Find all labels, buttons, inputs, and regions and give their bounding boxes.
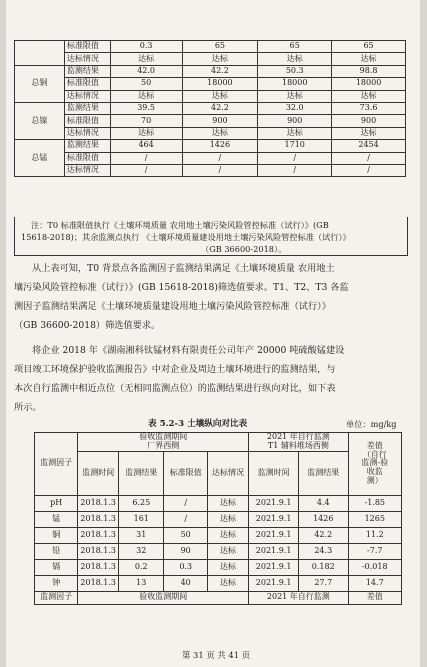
table-cell: 2018.1.3 — [78, 575, 119, 591]
value-cell: / — [258, 152, 332, 164]
table-cell: 90 — [164, 543, 207, 559]
table-cell: / — [164, 495, 207, 511]
group-cell: 总锰 — [15, 140, 65, 177]
value-cell: 18000 — [258, 78, 332, 90]
table-cell: 32 — [119, 543, 164, 559]
item-cell: 达标情况 — [64, 127, 110, 139]
item-cell: 标准限值 — [64, 41, 110, 53]
table-cell: 1265 — [348, 511, 402, 527]
table-cell: 4.4 — [299, 495, 349, 511]
table-unit: 单位：mg/kg — [346, 419, 397, 429]
table-cell: 0.3 — [164, 559, 207, 575]
table-cell: pH — [35, 495, 78, 511]
note-line: 注：T0 标准限值执行《土壤环境质量 农用地土壤污染风险管控标准（试行）》(GB — [31, 220, 329, 230]
paragraph-line: 从上表可知，T0 背景点各监测因子监测结果满足《土壤环境质量 农用地土 — [32, 263, 335, 274]
value-cell: 达标 — [182, 127, 258, 139]
footer-acceptance: 验收监测期间 — [78, 591, 249, 604]
table-row — [35, 543, 402, 559]
table-cell: 达标 — [207, 495, 248, 511]
header-result: 监测结果 — [299, 451, 349, 495]
value-cell: / — [110, 164, 182, 176]
footer-diff: 差值 — [348, 591, 402, 604]
table-cell: 24.3 — [299, 543, 349, 559]
value-cell: 18000 — [182, 78, 258, 90]
table-cell: 2018.1.3 — [78, 495, 119, 511]
table-cell: 2018.1.3 — [78, 527, 119, 543]
item-cell: 标准限值 — [64, 115, 110, 127]
item-cell: 标准限值 — [64, 78, 110, 90]
table-cell: 50 — [164, 527, 207, 543]
table-cell: 40 — [164, 575, 207, 591]
item-cell: 监测结果 — [64, 65, 110, 77]
table-cell: -0.018 — [348, 559, 402, 575]
table-cell: 2018.1.3 — [78, 511, 119, 527]
table-row — [15, 115, 406, 127]
table-row — [15, 152, 406, 164]
table-cell: 达标 — [207, 575, 248, 591]
value-cell: 达标 — [182, 90, 258, 102]
value-cell: / — [258, 164, 332, 176]
value-cell: 464 — [110, 140, 182, 152]
value-cell: 900 — [258, 115, 332, 127]
header-acceptance: 验收监测期间 厂界西侧 — [78, 433, 249, 452]
value-cell: 达标 — [332, 90, 406, 102]
table-cell: 1426 — [299, 511, 349, 527]
item-cell: 监测结果 — [64, 140, 110, 152]
value-cell: 32.0 — [258, 102, 332, 114]
table-row — [15, 90, 406, 102]
table-caption: 表 5.2-3 土壤纵向对比表 — [148, 419, 248, 429]
table-row — [15, 164, 406, 176]
table-cell: 161 — [119, 511, 164, 527]
value-cell: 98.8 — [332, 65, 406, 77]
item-cell: 达标情况 — [64, 53, 110, 65]
value-cell: 73.6 — [332, 102, 406, 114]
table-row — [15, 78, 406, 90]
paragraph-line: （GB 36600-2018）筛选值要求。 — [14, 320, 161, 331]
item-cell: 达标情况 — [64, 90, 110, 102]
table-cell: 42.2 — [299, 527, 349, 543]
value-cell: 达标 — [258, 53, 332, 65]
value-cell: 65 — [182, 41, 258, 53]
table-cell: 铜 — [35, 527, 78, 543]
table-cell: 0.182 — [299, 559, 349, 575]
note-line: 15618-2018)；其余监测点执行 《土壤环境质量建设用地土壤污染风险管控标准（试行）》 — [21, 232, 351, 242]
header-limit: 标准限值 — [164, 451, 207, 495]
value-cell: 50.3 — [258, 65, 332, 77]
value-cell: 39.5 — [110, 102, 182, 114]
table-cell: 11.2 — [348, 527, 402, 543]
group-cell: 总镍 — [15, 102, 65, 139]
group-cell — [15, 41, 65, 66]
table-cell: 钟 — [35, 575, 78, 591]
table-cell: -1.85 — [348, 495, 402, 511]
value-cell: 达标 — [110, 53, 182, 65]
table-cell: 14.7 — [348, 575, 402, 591]
table-row — [15, 53, 406, 65]
item-cell: 标准限值 — [64, 152, 110, 164]
header-status: 达标情况 — [207, 451, 248, 495]
value-cell: 1426 — [182, 140, 258, 152]
table-row — [15, 127, 406, 139]
paragraph-line: 本次自行监测中相近点位（无相同监测点位）的监测结果进行纵向对比，如下表 — [14, 383, 336, 394]
group-cell: 总铜 — [15, 65, 65, 102]
value-cell: / — [110, 152, 182, 164]
table-cell: 达标 — [207, 511, 248, 527]
table-cell: 6.25 — [119, 495, 164, 511]
footer-factor: 监测因子 — [35, 591, 78, 604]
header-difference: 差值 （自行 监测-验 收监 测） — [348, 433, 402, 496]
value-cell: 1710 — [258, 140, 332, 152]
table-row — [15, 140, 406, 152]
value-cell: 2454 — [332, 140, 406, 152]
value-cell: 900 — [332, 115, 406, 127]
table-cell: 2018.1.3 — [78, 559, 119, 575]
paragraph-line: 所示。 — [14, 402, 42, 413]
table-note — [14, 217, 408, 256]
item-cell: 监测结果 — [64, 102, 110, 114]
value-cell: 42.2 — [182, 102, 258, 114]
table-cell: 2021.9.1 — [249, 543, 299, 559]
table-cell: 2021.9.1 — [249, 527, 299, 543]
header-factor: 监测因子 — [35, 433, 78, 496]
table-row — [15, 65, 406, 77]
value-cell: / — [182, 164, 258, 176]
paragraph-line: 测因子监测结果满足《土壤环境质量建设用地土壤污染风险管控标准（试行）》 — [14, 301, 331, 312]
value-cell: 65 — [332, 41, 406, 53]
value-cell: 达标 — [332, 127, 406, 139]
table-cell: 镉 — [35, 559, 78, 575]
monitoring-results-table — [14, 40, 406, 177]
value-cell: 65 — [258, 41, 332, 53]
value-cell: / — [182, 152, 258, 164]
note-line: （GB 36600-2018）。 — [201, 244, 287, 254]
value-cell: 达标 — [110, 90, 182, 102]
table-cell: 2021.9.1 — [249, 511, 299, 527]
value-cell: / — [332, 164, 406, 176]
table-cell: 2021.9.1 — [249, 575, 299, 591]
paragraph-line: 将企业 2018 年《湖南湘科钛锰材料有限责任公司年产 20000 吨硫酸锰建设 — [32, 345, 345, 356]
table-cell: 达标 — [207, 543, 248, 559]
table-cell: -7.7 — [348, 543, 402, 559]
table-cell: 13 — [119, 575, 164, 591]
header-self-monitoring: 2021 年自行监测 T1 辅料堆场西侧 — [249, 433, 348, 452]
value-cell: 18000 — [332, 78, 406, 90]
value-cell: 达标 — [258, 90, 332, 102]
table-row — [35, 511, 402, 527]
table-row — [15, 41, 406, 53]
table-row — [15, 102, 406, 114]
value-cell: / — [332, 152, 406, 164]
table-cell: 27.7 — [299, 575, 349, 591]
table-row — [35, 559, 402, 575]
item-cell: 达标情况 — [64, 164, 110, 176]
value-cell: 900 — [182, 115, 258, 127]
table-row — [35, 527, 402, 543]
value-cell: 50 — [110, 78, 182, 90]
table-cell: 锰 — [35, 511, 78, 527]
value-cell: 0.3 — [110, 41, 182, 53]
table-cell: 达标 — [207, 559, 248, 575]
table-cell: 铅 — [35, 543, 78, 559]
paragraph-line: 壤污染风险管控标准（试行）》(GB 15618-2018)筛选值要求。T1、T2、T3 各监 — [14, 282, 349, 293]
footer-self: 2021 年自行监测 — [249, 591, 348, 604]
value-cell: 达标 — [110, 127, 182, 139]
table-row — [35, 575, 402, 591]
header-time: 监测时间 — [78, 451, 119, 495]
soil-comparison-table — [34, 432, 402, 605]
table-cell: 31 — [119, 527, 164, 543]
table-row — [35, 495, 402, 511]
value-cell: 70 — [110, 115, 182, 127]
table-cell: 0.2 — [119, 559, 164, 575]
table-cell: / — [164, 511, 207, 527]
table-cell: 2021.9.1 — [249, 559, 299, 575]
header-time: 监测时间 — [249, 451, 299, 495]
document-page — [6, 0, 420, 667]
value-cell: 42.2 — [182, 65, 258, 77]
table-cell: 2021.9.1 — [249, 495, 299, 511]
table-cell: 2018.1.3 — [78, 543, 119, 559]
table-cell: 达标 — [207, 527, 248, 543]
value-cell: 达标 — [332, 53, 406, 65]
header-result: 监测结果 — [119, 451, 164, 495]
value-cell: 达标 — [182, 53, 258, 65]
value-cell: 42.0 — [110, 65, 182, 77]
page-number: 第 31 页 共 41 页 — [182, 650, 251, 660]
paragraph-line: 项目竣工环境保护验收监测报告》中对企业及周边土壤环境进行的监测结果，与 — [14, 364, 336, 375]
value-cell: 达标 — [258, 127, 332, 139]
